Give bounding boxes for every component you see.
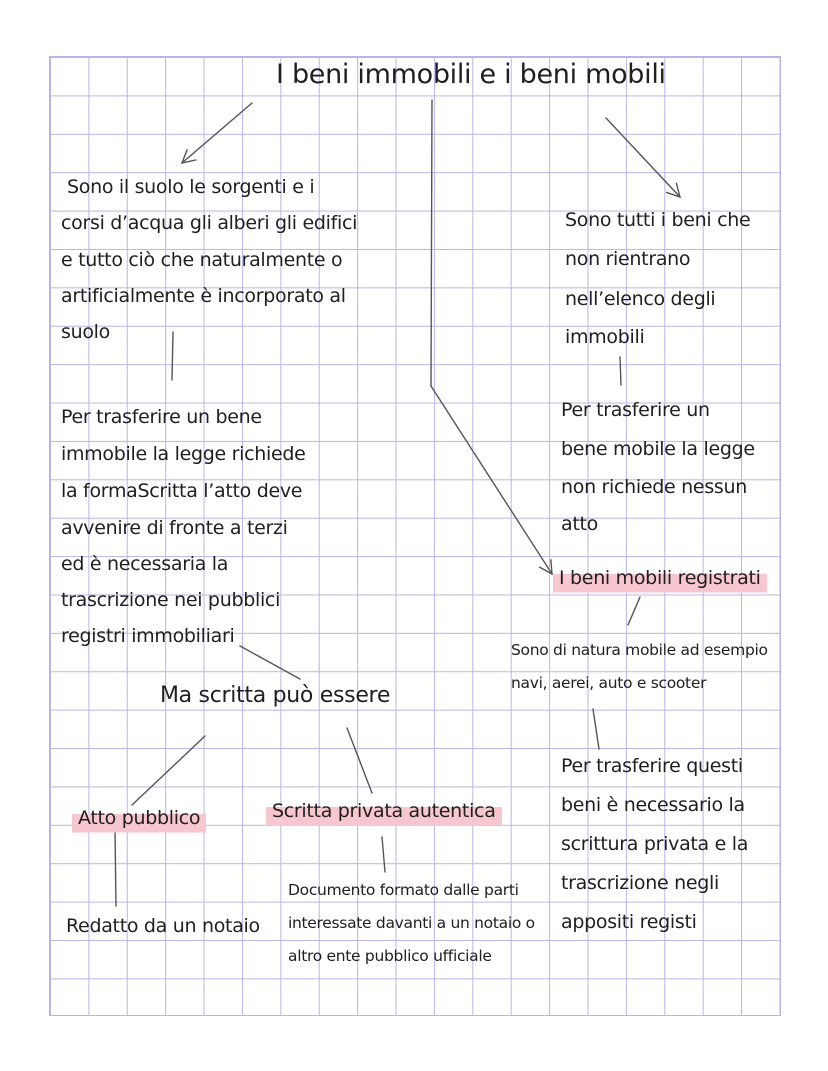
arrow-to-registrati [431, 386, 552, 574]
text-line: immobile la legge richiede [61, 443, 306, 465]
connector-to-privata [347, 728, 372, 793]
text-line: scrittura privata e la [561, 833, 749, 855]
text-line: trascrizione nei pubblici [61, 589, 281, 611]
text-line: atto [561, 513, 598, 535]
text-line: interessate davanti a un notaio o [288, 914, 535, 932]
text-line: trascrizione negli [561, 872, 719, 894]
connector-registri-scritta [240, 646, 300, 679]
arrow-to-immobili [182, 103, 252, 163]
connector-immobili-def-transfer [172, 332, 173, 380]
text-line: altro ente pubblico ufficiale [288, 947, 492, 965]
connector-to-atto-pubblico [132, 736, 205, 805]
connector-registrati-transfer [593, 709, 599, 749]
text-line: Sono tutti i beni che [565, 209, 751, 231]
text-line: Documento formato dalle parti [288, 881, 519, 899]
page-title: I beni immobili e i beni mobili [276, 59, 666, 90]
text-line: Per trasferire un bene [61, 406, 262, 428]
connector-registrati-desc [628, 597, 640, 625]
text-line: Sono il suolo le sorgenti e i [67, 176, 315, 198]
text-line: ed è necessaria la [61, 553, 229, 575]
scritta-heading: Ma scritta può essere [160, 683, 391, 708]
text-line: e tutto ciò che naturalmente o [61, 249, 343, 271]
atto-pubblico: Atto pubblico [72, 799, 206, 837]
text-line: corsi d’acqua gli alberi gli edifici [61, 212, 358, 234]
atto-pubblico-note: Redatto da un notaio [66, 915, 260, 937]
text-line: Sono di natura mobile ad esempio [511, 641, 768, 659]
text-line: Per trasferire un [561, 399, 710, 421]
text-line: immobili [565, 326, 645, 348]
text-line: non richiede nessun [561, 476, 747, 498]
connector-privata-note [382, 837, 385, 872]
text-line: artificialmente è incorporato al [61, 285, 346, 307]
connector-mobili-def-transfer [620, 357, 621, 385]
scritta-privata-autentica: Scritta privata autentica [266, 792, 502, 830]
text-line: la formaScritta l’atto deve [61, 480, 303, 502]
text-line: beni è necessario la [561, 794, 745, 816]
text-line: registri immobiliari [61, 625, 235, 647]
text-line: avvenire di fronte a terzi [61, 517, 288, 539]
text-line: bene mobile la legge [561, 438, 755, 460]
registrati-title: I beni mobili registrati [553, 559, 767, 597]
text-line: Per trasferire questi [561, 755, 743, 777]
arrow-to-mobili [606, 118, 680, 197]
text-line: navi, aerei, auto e scooter [511, 674, 707, 692]
text-line: non rientrano [565, 248, 691, 270]
text-line: appositi registi [561, 911, 697, 933]
text-line: nell’elenco degli [565, 288, 716, 310]
text-line: suolo [61, 321, 110, 343]
connector-atto-notaio [115, 830, 116, 906]
center-vertical-line [431, 100, 432, 386]
